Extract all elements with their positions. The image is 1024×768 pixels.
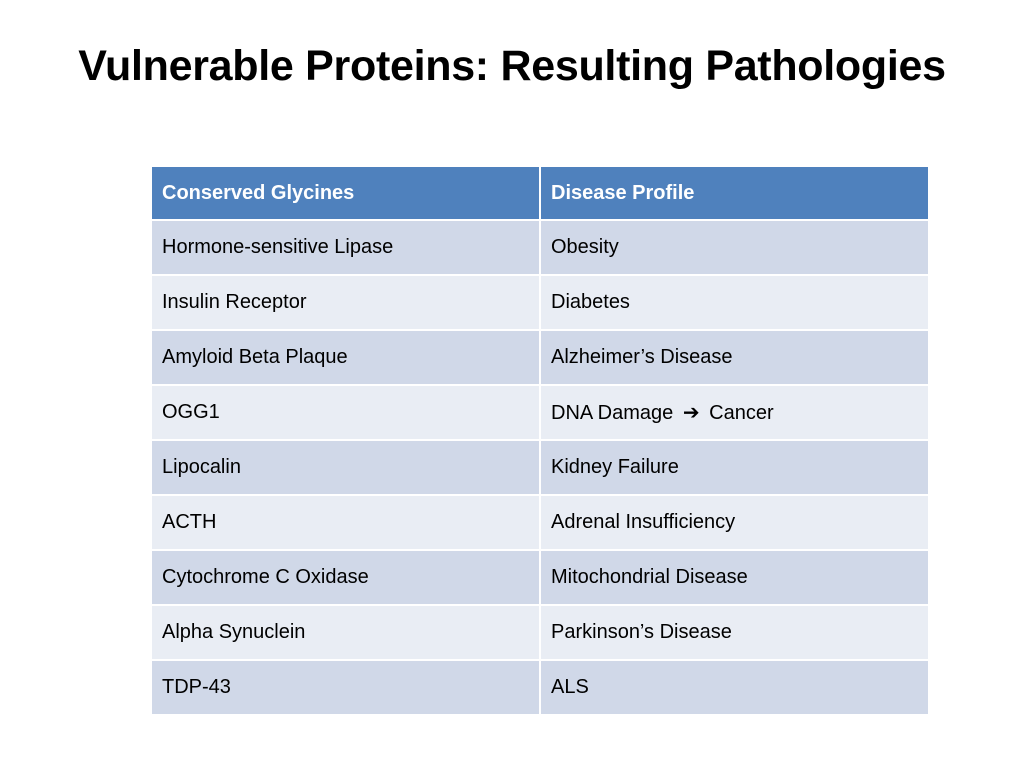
table-row [151, 330, 929, 385]
column-header-conserved-glycines: Conserved Glycines [151, 166, 540, 220]
disease-text-after: Cancer [709, 402, 774, 424]
table-row [151, 385, 929, 440]
disease-cell: Mitochondrial Disease [540, 550, 929, 605]
table-row [151, 275, 929, 330]
disease-cell: Alzheimer’s Disease [540, 330, 929, 385]
protein-cell: Alpha Synuclein [151, 605, 540, 660]
protein-cell: TDP-43 [151, 660, 540, 715]
table-row [151, 605, 929, 660]
protein-cell: Amyloid Beta Plaque [151, 330, 540, 385]
disease-cell: Diabetes [540, 275, 929, 330]
disease-cell: Obesity [540, 220, 929, 275]
table-row [151, 220, 929, 275]
disease-cell: Adrenal Insufficiency [540, 495, 929, 550]
disease-cell [540, 385, 929, 440]
protein-cell: Cytochrome C Oxidase [151, 550, 540, 605]
protein-cell: ACTH [151, 495, 540, 550]
disease-cell: Kidney Failure [540, 440, 929, 495]
table-row [151, 440, 929, 495]
disease-text-before: DNA Damage [551, 402, 674, 424]
protein-cell: OGG1 [151, 385, 540, 440]
table-header-row [151, 166, 929, 220]
slide-title: Vulnerable Proteins: Resulting Pathologies [78, 42, 946, 90]
column-header-disease-profile: Disease Profile [540, 166, 929, 220]
table-row [151, 550, 929, 605]
disease-cell: Parkinson’s Disease [540, 605, 929, 660]
table-row [151, 660, 929, 715]
disease-cell: ALS [540, 660, 929, 715]
pathologies-table [150, 165, 930, 716]
protein-cell: Insulin Receptor [151, 275, 540, 330]
protein-cell: Lipocalin [151, 440, 540, 495]
table-row [151, 495, 929, 550]
right-arrow-icon: ➔ [682, 402, 700, 424]
protein-cell: Hormone-sensitive Lipase [151, 220, 540, 275]
